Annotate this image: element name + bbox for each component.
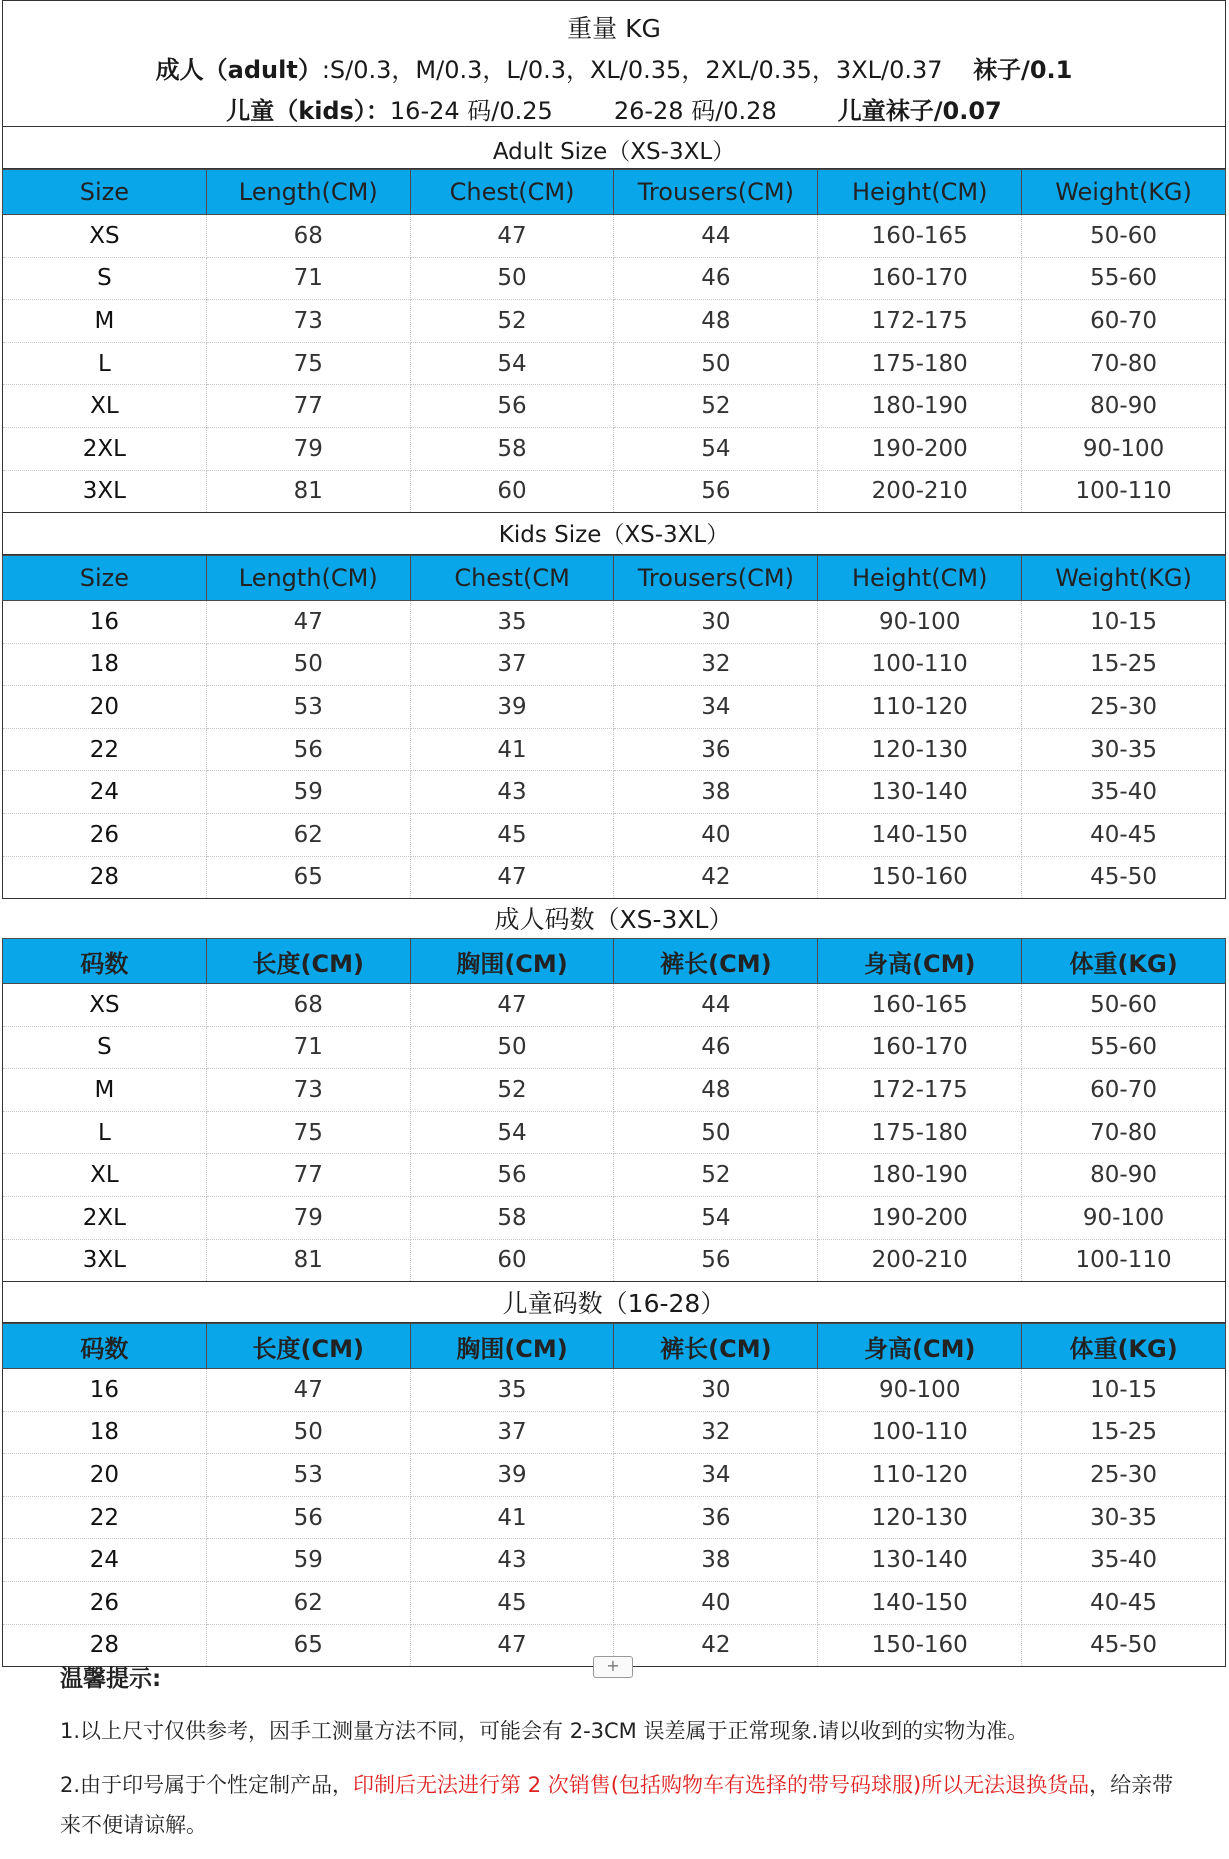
size-cell: L <box>3 342 207 385</box>
measure-cell: 77 <box>206 1154 410 1197</box>
measure-cell: 56 <box>410 385 614 428</box>
size-cell: 18 <box>3 1411 207 1454</box>
measure-cell: 52 <box>410 300 614 343</box>
measure-cell: 100-110 <box>818 1411 1022 1454</box>
measure-cell: 45 <box>410 813 614 856</box>
measure-cell: 200-210 <box>818 470 1022 513</box>
measure-cell: 150-160 <box>818 856 1022 899</box>
measure-cell: 65 <box>206 856 410 899</box>
measure-cell: 54 <box>614 427 818 470</box>
table-header-row <box>3 939 1226 984</box>
measure-cell: 81 <box>206 470 410 513</box>
table-row <box>3 728 1226 771</box>
kids-size-table <box>2 555 1226 899</box>
column-header: Weight(KG) <box>1022 170 1226 215</box>
measure-cell: 71 <box>206 257 410 300</box>
adult-cn-table <box>2 938 1226 1282</box>
adult-size-table <box>2 169 1226 513</box>
size-cell: 26 <box>3 1581 207 1624</box>
measure-cell: 140-150 <box>818 813 1022 856</box>
measure-cell: 30-35 <box>1022 728 1226 771</box>
measure-cell: 70-80 <box>1022 342 1226 385</box>
measure-cell: 90-100 <box>818 601 1022 644</box>
section-title-adult-size: Adult Size（XS-3XL） <box>492 139 736 165</box>
measure-cell: 25-30 <box>1022 686 1226 729</box>
measure-cell: 50-60 <box>1022 984 1226 1027</box>
column-header: 身高(CM) <box>818 939 1022 984</box>
measure-cell: 37 <box>410 1411 614 1454</box>
measure-cell: 44 <box>614 984 818 1027</box>
table-row <box>3 215 1226 258</box>
kids-socks-weight: 儿童袜子/0.07 <box>837 97 1002 125</box>
measure-cell: 53 <box>206 1454 410 1497</box>
table-header-row <box>3 1324 1226 1369</box>
measure-cell: 47 <box>410 1624 614 1667</box>
size-cell: 22 <box>3 1496 207 1539</box>
measure-cell: 160-170 <box>818 257 1022 300</box>
measure-cell: 32 <box>614 1411 818 1454</box>
table-row <box>3 300 1226 343</box>
measure-cell: 25-30 <box>1022 1454 1226 1497</box>
table-row <box>3 643 1226 686</box>
notice-block <box>60 1660 1180 1859</box>
size-cell: 26 <box>3 813 207 856</box>
measure-cell: 36 <box>614 1496 818 1539</box>
measure-cell: 32 <box>614 643 818 686</box>
measure-cell: 58 <box>410 1196 614 1239</box>
size-cell: 3XL <box>3 1239 207 1282</box>
size-cell: S <box>3 1026 207 1069</box>
size-cell: 22 <box>3 728 207 771</box>
column-header: Length(CM) <box>206 170 410 215</box>
measure-cell: 120-130 <box>818 1496 1022 1539</box>
measure-cell: 70-80 <box>1022 1111 1226 1154</box>
column-header: Height(CM) <box>818 556 1022 601</box>
size-cell: M <box>3 300 207 343</box>
measure-cell: 50 <box>410 1026 614 1069</box>
size-cell: 20 <box>3 686 207 729</box>
measure-cell: 62 <box>206 813 410 856</box>
measure-cell: 35 <box>410 1369 614 1412</box>
table-row <box>3 1454 1226 1497</box>
measure-cell: 58 <box>410 427 614 470</box>
add-row-button[interactable]: + <box>593 1656 633 1678</box>
measure-cell: 62 <box>206 1581 410 1624</box>
measure-cell: 55-60 <box>1022 257 1226 300</box>
table-row <box>3 470 1226 513</box>
measure-cell: 46 <box>614 1026 818 1069</box>
measure-cell: 180-190 <box>818 385 1022 428</box>
measure-cell: 172-175 <box>818 1069 1022 1112</box>
measure-cell: 47 <box>410 984 614 1027</box>
measure-cell: 65 <box>206 1624 410 1667</box>
measure-cell: 90-100 <box>818 1369 1022 1412</box>
table-row <box>3 1581 1226 1624</box>
measure-cell: 90-100 <box>1022 427 1226 470</box>
column-header: Weight(KG) <box>1022 556 1226 601</box>
socks-weight: 袜子/0.1 <box>973 56 1073 84</box>
measure-cell: 60 <box>410 470 614 513</box>
measure-cell: 38 <box>614 1539 818 1582</box>
section-title-frame <box>2 127 1226 169</box>
measure-cell: 40 <box>614 1581 818 1624</box>
measure-cell: 50 <box>410 257 614 300</box>
kids-weight-1: 16-24 码/0.25 <box>389 97 553 125</box>
measure-cell: 150-160 <box>818 1624 1022 1667</box>
measure-cell: 50 <box>614 1111 818 1154</box>
measure-cell: 36 <box>614 728 818 771</box>
column-header: Size <box>3 170 207 215</box>
measure-cell: 175-180 <box>818 342 1022 385</box>
size-cell: 24 <box>3 1539 207 1582</box>
column-header: Length(CM) <box>206 556 410 601</box>
size-cell: 16 <box>3 1369 207 1412</box>
measure-cell: 56 <box>614 470 818 513</box>
measure-cell: 48 <box>614 300 818 343</box>
table-row <box>3 257 1226 300</box>
column-header: Height(CM) <box>818 170 1022 215</box>
measure-cell: 40-45 <box>1022 813 1226 856</box>
measure-cell: 34 <box>614 1454 818 1497</box>
column-header: 胸围(CM) <box>410 1324 614 1369</box>
measure-cell: 54 <box>614 1196 818 1239</box>
table-row <box>3 1111 1226 1154</box>
table-row <box>3 601 1226 644</box>
measure-cell: 160-165 <box>818 984 1022 1027</box>
measure-cell: 15-25 <box>1022 643 1226 686</box>
measure-cell: 52 <box>410 1069 614 1112</box>
column-header: 长度(CM) <box>206 939 410 984</box>
measure-cell: 47 <box>206 601 410 644</box>
measure-cell: 190-200 <box>818 427 1022 470</box>
measure-cell: 30 <box>614 601 818 644</box>
column-header: 体重(KG) <box>1022 1324 1226 1369</box>
measure-cell: 42 <box>614 856 818 899</box>
measure-cell: 60-70 <box>1022 300 1226 343</box>
weight-header-box <box>2 0 1226 127</box>
measure-cell: 60-70 <box>1022 1069 1226 1112</box>
table-row <box>3 427 1226 470</box>
measure-cell: 73 <box>206 300 410 343</box>
measure-cell: 30-35 <box>1022 1496 1226 1539</box>
measure-cell: 68 <box>206 984 410 1027</box>
adult-label: 成人（adult） <box>155 56 322 84</box>
table-row <box>3 1369 1226 1412</box>
kids-weights-line <box>3 91 1225 126</box>
notice-title: 温馨提示: <box>60 1666 162 1692</box>
measure-cell: 54 <box>410 1111 614 1154</box>
measure-cell: 56 <box>206 728 410 771</box>
section-title-frame <box>2 1277 1226 1323</box>
table-row <box>3 1196 1226 1239</box>
measure-cell: 77 <box>206 385 410 428</box>
kids-weight-2: 26-28 码/0.28 <box>613 97 777 125</box>
measure-cell: 180-190 <box>818 1154 1022 1197</box>
measure-cell: 34 <box>614 686 818 729</box>
measure-cell: 73 <box>206 1069 410 1112</box>
kids-label: 儿童（kids）： <box>226 97 390 125</box>
column-header: Trousers(CM) <box>614 170 818 215</box>
table-row <box>3 984 1226 1027</box>
column-header: Chest(CM) <box>410 170 614 215</box>
measure-cell: 41 <box>410 728 614 771</box>
column-header: Size <box>3 556 207 601</box>
column-header: 长度(CM) <box>206 1324 410 1369</box>
measure-cell: 52 <box>614 1154 818 1197</box>
size-cell: 2XL <box>3 427 207 470</box>
size-cell: 24 <box>3 771 207 814</box>
measure-cell: 45-50 <box>1022 856 1226 899</box>
adult-weights-line <box>3 50 1225 85</box>
measure-cell: 190-200 <box>818 1196 1022 1239</box>
measure-cell: 100-110 <box>1022 470 1226 513</box>
size-cell: XS <box>3 984 207 1027</box>
size-cell: L <box>3 1111 207 1154</box>
measure-cell: 10-15 <box>1022 601 1226 644</box>
table-row <box>3 1496 1226 1539</box>
measure-cell: 56 <box>614 1239 818 1282</box>
kids-cn-table <box>2 1323 1226 1667</box>
notice-line-1: 1.以上尺寸仅供参考，因手工测量方法不同，可能会有 2-3CM 误差属于正常现象.请以收到的实物为准。 <box>60 1719 1029 1743</box>
size-cell: 3XL <box>3 470 207 513</box>
measure-cell: 53 <box>206 686 410 729</box>
measure-cell: 47 <box>410 215 614 258</box>
measure-cell: 37 <box>410 643 614 686</box>
size-cell: XL <box>3 385 207 428</box>
size-cell: S <box>3 257 207 300</box>
measure-cell: 39 <box>410 686 614 729</box>
table-row <box>3 771 1226 814</box>
size-cell: XL <box>3 1154 207 1197</box>
measure-cell: 45-50 <box>1022 1624 1226 1667</box>
column-header: 体重(KG) <box>1022 939 1226 984</box>
notice-line-2-end: ，给亲带来不便请谅解。 <box>60 1773 1174 1837</box>
column-header: 裤长(CM) <box>614 1324 818 1369</box>
measure-cell: 79 <box>206 1196 410 1239</box>
table-row <box>3 385 1226 428</box>
section-title-adult-cn: 成人码数（XS-3XL） <box>494 905 734 934</box>
measure-cell: 43 <box>410 1539 614 1582</box>
measure-cell: 90-100 <box>1022 1196 1226 1239</box>
table-row <box>3 686 1226 729</box>
measure-cell: 45 <box>410 1581 614 1624</box>
weight-title: 重量 KG <box>567 14 661 43</box>
measure-cell: 120-130 <box>818 728 1022 771</box>
notice-line-2 <box>60 1765 1180 1845</box>
notice-line-2-start: 2.由于印号属于个性定制产品， <box>60 1773 354 1797</box>
table-header-row <box>3 170 1226 215</box>
measure-cell: 44 <box>614 215 818 258</box>
measure-cell: 48 <box>614 1069 818 1112</box>
measure-cell: 39 <box>410 1454 614 1497</box>
table-row <box>3 1026 1226 1069</box>
measure-cell: 75 <box>206 342 410 385</box>
measure-cell: 100-110 <box>1022 1239 1226 1282</box>
table-row <box>3 1411 1226 1454</box>
table-row <box>3 813 1226 856</box>
measure-cell: 68 <box>206 215 410 258</box>
measure-cell: 52 <box>614 385 818 428</box>
measure-cell: 172-175 <box>818 300 1022 343</box>
table-row <box>3 1239 1226 1282</box>
adult-weights: :S/0.3，M/0.3，L/0.3，XL/0.35，2XL/0.35，3XL/0.37 <box>321 56 943 84</box>
measure-cell: 79 <box>206 427 410 470</box>
size-cell: M <box>3 1069 207 1112</box>
table-row <box>3 1069 1226 1112</box>
measure-cell: 41 <box>410 1496 614 1539</box>
measure-cell: 56 <box>410 1154 614 1197</box>
measure-cell: 130-140 <box>818 1539 1022 1582</box>
measure-cell: 75 <box>206 1111 410 1154</box>
measure-cell: 140-150 <box>818 1581 1022 1624</box>
measure-cell: 160-165 <box>818 215 1022 258</box>
measure-cell: 130-140 <box>818 771 1022 814</box>
table-row <box>3 1539 1226 1582</box>
size-cell: 2XL <box>3 1196 207 1239</box>
column-header: 胸围(CM) <box>410 939 614 984</box>
measure-cell: 175-180 <box>818 1111 1022 1154</box>
table-row <box>3 342 1226 385</box>
measure-cell: 40 <box>614 813 818 856</box>
measure-cell: 50 <box>206 643 410 686</box>
size-cell: XS <box>3 215 207 258</box>
measure-cell: 46 <box>614 257 818 300</box>
measure-cell: 40-45 <box>1022 1581 1226 1624</box>
measure-cell: 50 <box>614 342 818 385</box>
measure-cell: 60 <box>410 1239 614 1282</box>
measure-cell: 160-170 <box>818 1026 1022 1069</box>
measure-cell: 71 <box>206 1026 410 1069</box>
section-title-kids-size: Kids Size（XS-3XL） <box>498 522 730 548</box>
section-title-frame <box>2 509 1226 555</box>
size-cell: 20 <box>3 1454 207 1497</box>
measure-cell: 55-60 <box>1022 1026 1226 1069</box>
table-row <box>3 1154 1226 1197</box>
measure-cell: 47 <box>206 1369 410 1412</box>
measure-cell: 56 <box>206 1496 410 1539</box>
measure-cell: 35-40 <box>1022 771 1226 814</box>
measure-cell: 110-120 <box>818 1454 1022 1497</box>
measure-cell: 59 <box>206 1539 410 1582</box>
measure-cell: 38 <box>614 771 818 814</box>
size-cell: 28 <box>3 1624 207 1667</box>
measure-cell: 54 <box>410 342 614 385</box>
measure-cell: 80-90 <box>1022 385 1226 428</box>
measure-cell: 10-15 <box>1022 1369 1226 1412</box>
column-header: 身高(CM) <box>818 1324 1022 1369</box>
measure-cell: 80-90 <box>1022 1154 1226 1197</box>
measure-cell: 43 <box>410 771 614 814</box>
size-cell: 16 <box>3 601 207 644</box>
column-header: 裤长(CM) <box>614 939 818 984</box>
measure-cell: 30 <box>614 1369 818 1412</box>
column-header: 码数 <box>3 1324 207 1369</box>
notice-line-2-warning: 印制后无法进行第 2 次销售(包括购物车有选择的带号码球服)所以无法退换货品 <box>353 1773 1090 1797</box>
column-header: Trousers(CM) <box>614 556 818 601</box>
section-title-kids-cn: 儿童码数（16-28） <box>502 1289 726 1318</box>
measure-cell: 42 <box>614 1624 818 1667</box>
measure-cell: 59 <box>206 771 410 814</box>
measure-cell: 50 <box>206 1411 410 1454</box>
column-header: Chest(CM <box>410 556 614 601</box>
table-header-row <box>3 556 1226 601</box>
measure-cell: 35 <box>410 601 614 644</box>
size-cell: 28 <box>3 856 207 899</box>
measure-cell: 200-210 <box>818 1239 1022 1282</box>
measure-cell: 100-110 <box>818 643 1022 686</box>
size-cell: 18 <box>3 643 207 686</box>
measure-cell: 110-120 <box>818 686 1022 729</box>
measure-cell: 81 <box>206 1239 410 1282</box>
measure-cell: 35-40 <box>1022 1539 1226 1582</box>
column-header: 码数 <box>3 939 207 984</box>
measure-cell: 50-60 <box>1022 215 1226 258</box>
measure-cell: 15-25 <box>1022 1411 1226 1454</box>
table-row <box>3 856 1226 899</box>
measure-cell: 47 <box>410 856 614 899</box>
